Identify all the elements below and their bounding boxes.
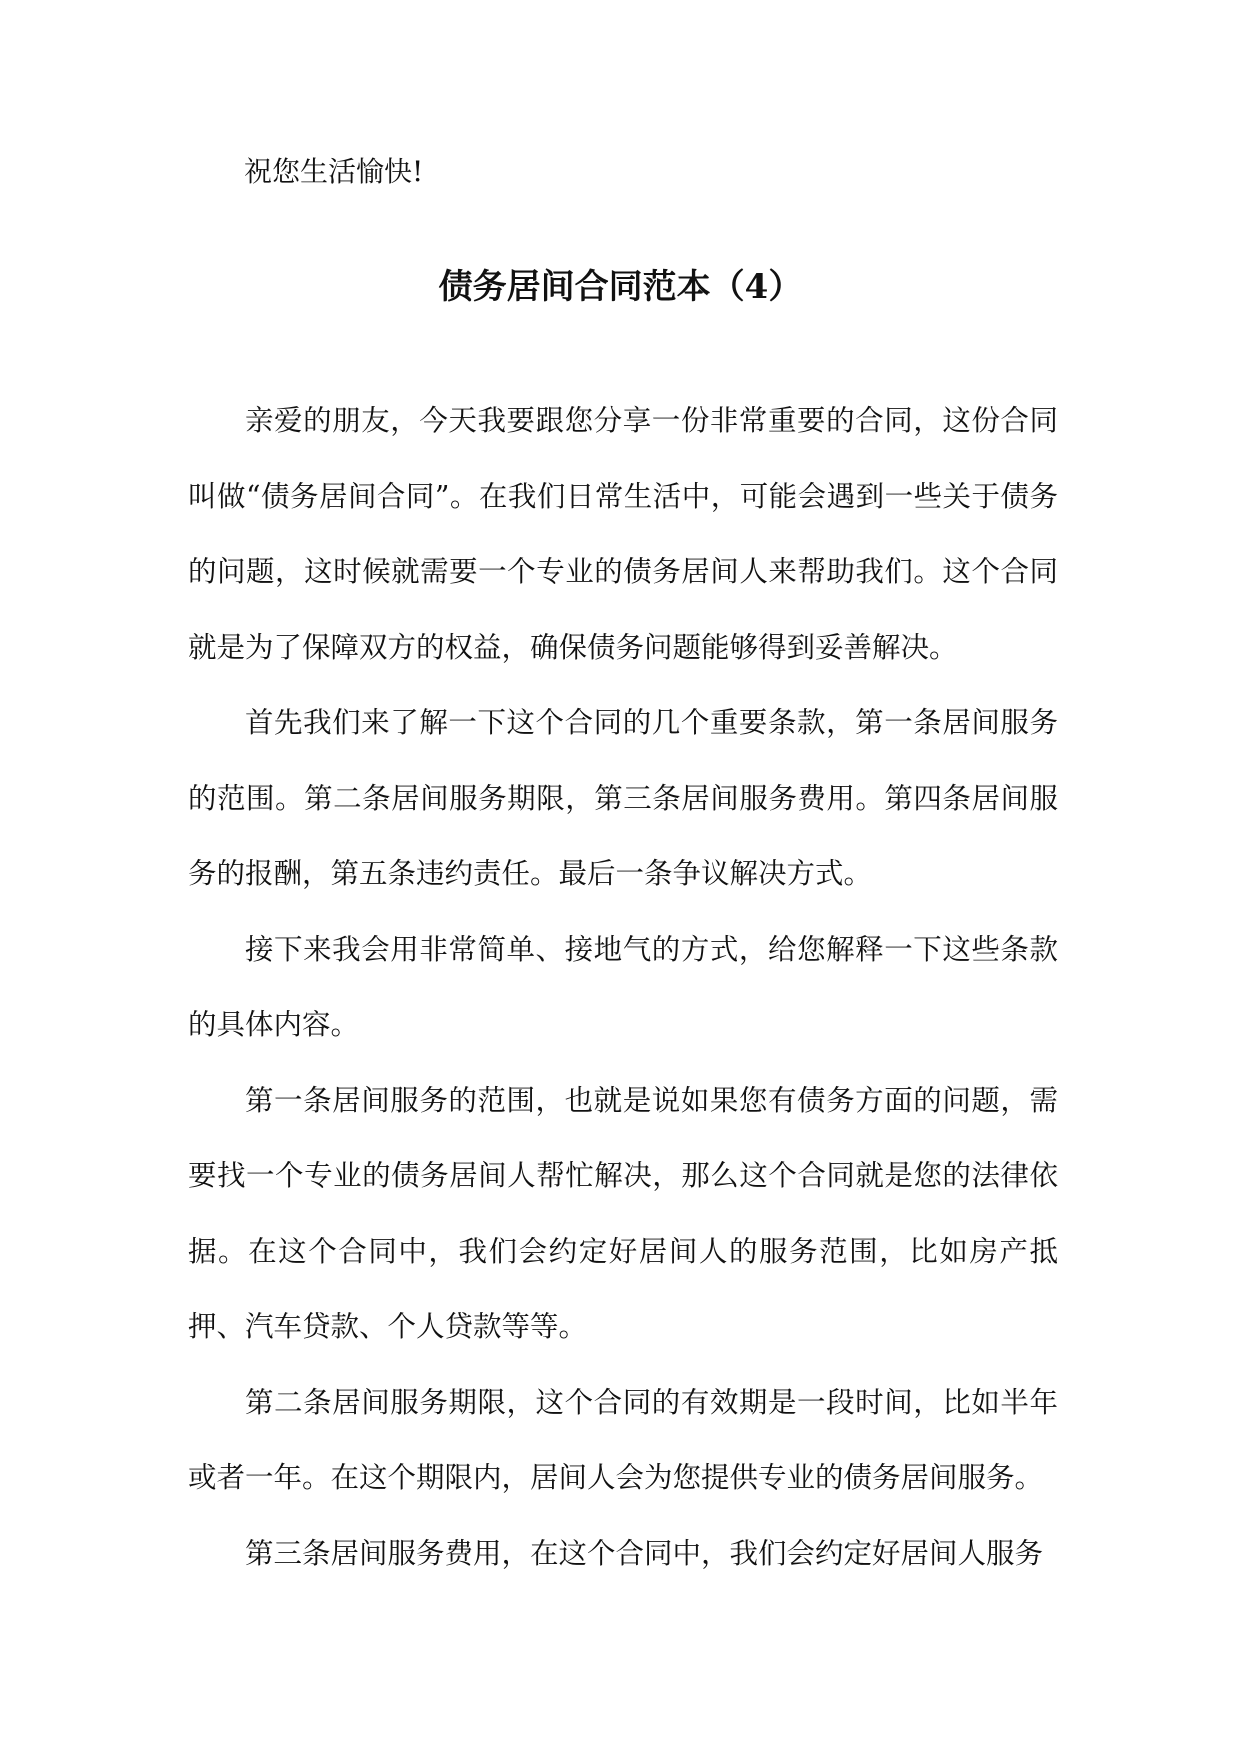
paragraph-explanation-intro: 接下来我会用非常简单、接地气的方式，给您解释一下这些条款的具体内容。: [188, 932, 1058, 1041]
paragraph-clauses-overview: 首先我们来了解一下这个合同的几个重要条款，第一条居间服务的范围。第二条居间服务期限，第三条居间服务费用。第四条居间服务的报酬，第五条违约责任。最后一条争议解决方式。: [188, 706, 1058, 890]
paragraph-clause-1: 第一条居间服务的范围，也就是说如果您有债务方面的问题，需要找一个专业的债务居间人帮忙解决，那么这个合同就是您的法律依据。在这个合同中，我们会约定好居间人的服务范围，比如房产抵押、汽车贷款、个人贷款等等。: [188, 1083, 1058, 1343]
document-body: [188, 383, 1058, 1591]
document-title: 债务居间合同范本（4）: [438, 267, 803, 307]
paragraph-intro: 亲爱的朋友，今天我要跟您分享一份非常重要的合同，这份合同叫做“债务居间合同”。在我们日常生活中，可能会遇到一些关于债务的问题，这时候就需要一个专业的债务居间人来帮助我们。这个合同就是为了保障双方的权益，确保债务问题能够得到妥善解决。: [188, 404, 1058, 664]
paragraph-clause-3: 第三条居间服务费用，在这个合同中，我们会约定好居间人服务: [245, 1536, 1044, 1570]
closing-line: 祝您生活愉快!: [244, 155, 424, 188]
paragraph-clause-2: 第二条居间服务期限，这个合同的有效期是一段时间，比如半年或者一年。在这个期限内，居间人会为您提供专业的债务居间服务。: [188, 1385, 1058, 1494]
